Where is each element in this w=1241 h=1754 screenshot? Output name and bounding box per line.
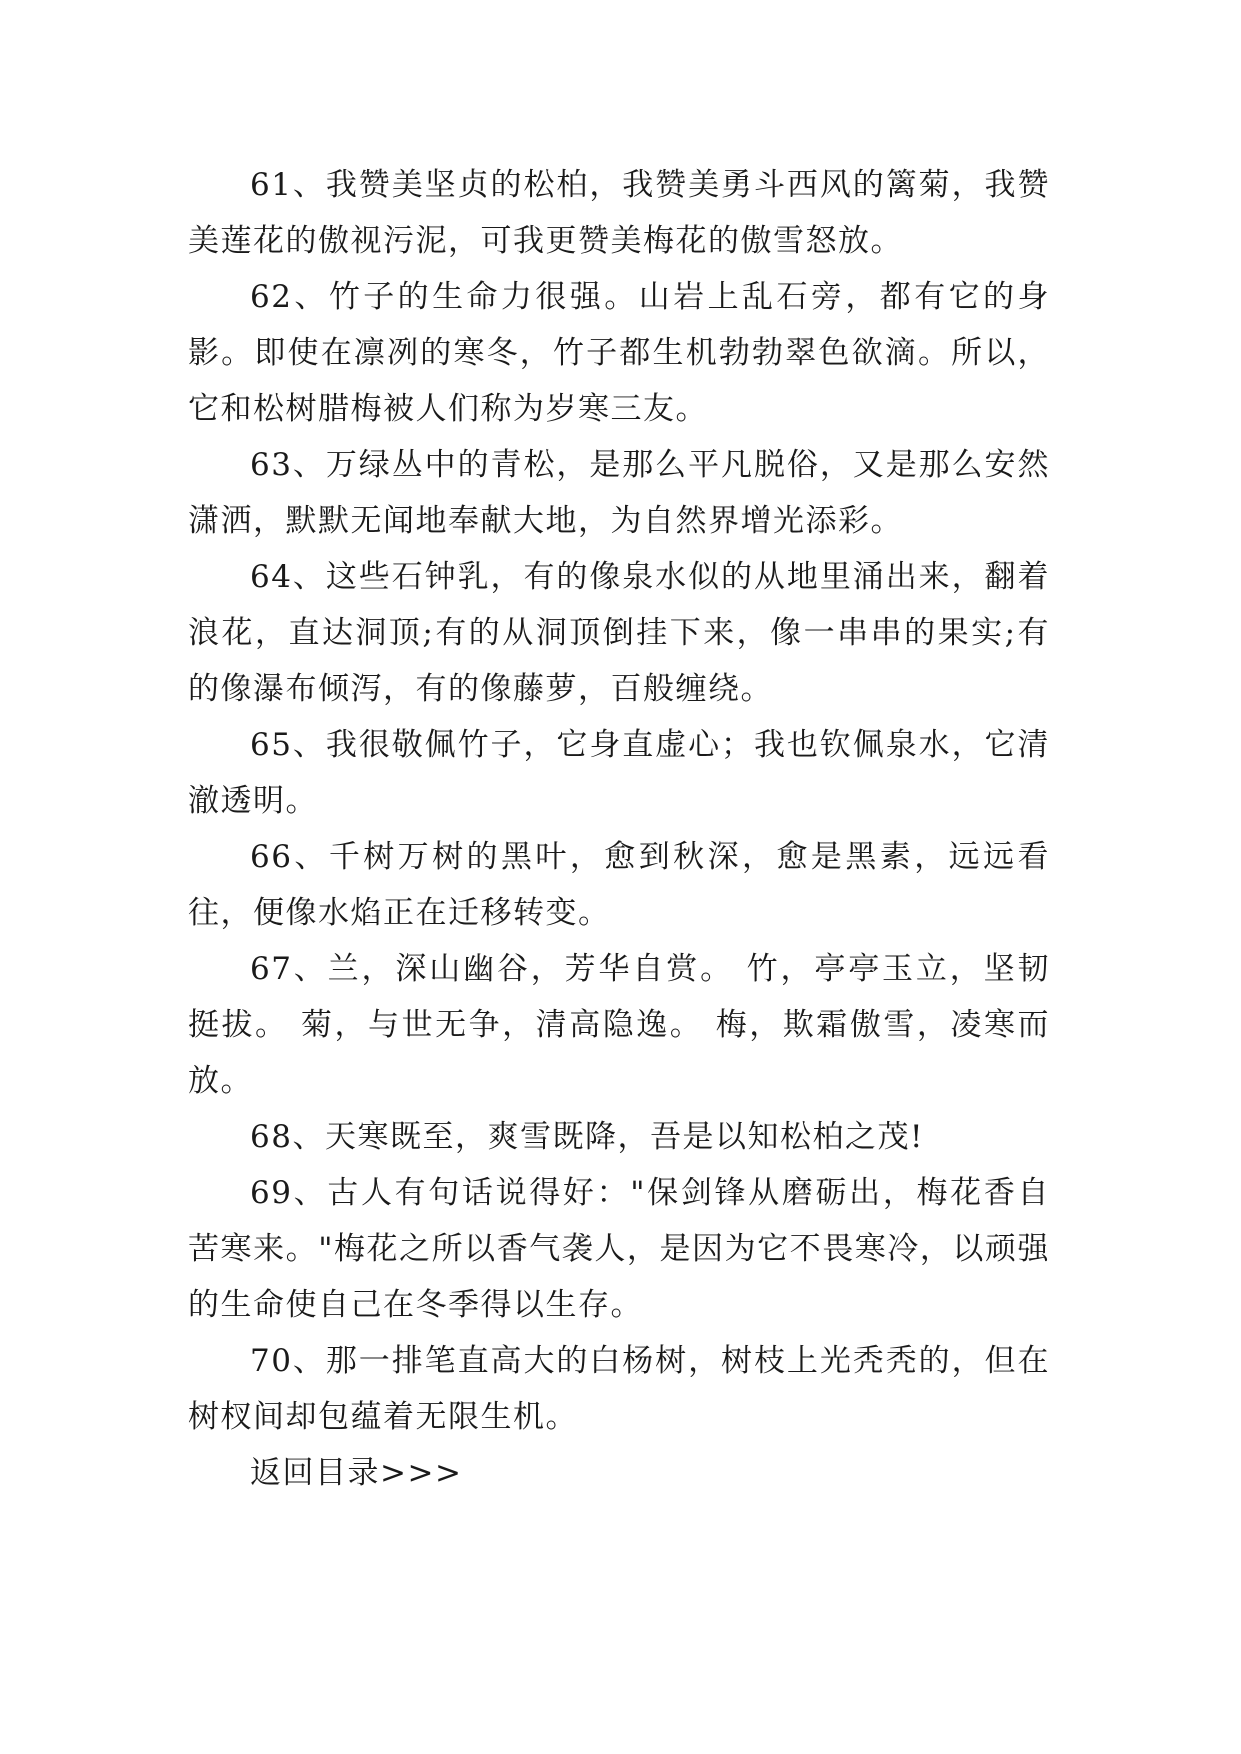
paragraph-64: 64、这些石钟乳，有的像泉水似的从地里涌出来，翻着浪花，直达洞顶;有的从洞顶倒挂下来，像一串串的果实;有的像瀑布倾泻，有的像藤萝，百般缠绕。 bbox=[188, 559, 1050, 707]
paragraph-62: 62、竹子的生命力很强。山岩上乱石旁，都有它的身影。即使在凛冽的寒冬，竹子都生机勃勃翠色欲滴。所以，它和松树腊梅被人们称为岁寒三友。 bbox=[188, 279, 1050, 427]
paragraph-65: 65、我很敬佩竹子，它身直虚心；我也钦佩泉水，它清澈透明。 bbox=[188, 727, 1050, 819]
paragraph-70: 70、那一排笔直高大的白杨树，树枝上光秃秃的，但在树杈间却包蕴着无限生机。 bbox=[188, 1343, 1050, 1435]
back-to-contents-link[interactable]: 返回目录>>> bbox=[250, 1455, 463, 1491]
paragraph-66: 66、千树万树的黑叶，愈到秋深，愈是黑素，远远看往，便像水焰正在迁移转变。 bbox=[188, 839, 1050, 931]
paragraph-69: 69、古人有句话说得好："保剑锋从磨砺出，梅花香自苦寒来。"梅花之所以香气袭人，是因为它不畏寒冷，以顽强的生命使自己在冬季得以生存。 bbox=[188, 1175, 1050, 1323]
document-body bbox=[188, 157, 1050, 1501]
paragraph-68: 68、天寒既至，爽雪既降，吾是以知松柏之茂! bbox=[250, 1119, 924, 1155]
paragraph-67: 67、兰，深山幽谷，芳华自赏。 竹，亭亭玉立，坚韧挺拔。 菊，与世无争，清高隐逸。 梅，欺霜傲雪，凌寒而放。 bbox=[188, 951, 1050, 1099]
paragraph-61: 61、我赞美坚贞的松柏，我赞美勇斗西风的篱菊，我赞美莲花的傲视污泥，可我更赞美梅花的傲雪怒放。 bbox=[188, 167, 1050, 259]
paragraph-63: 63、万绿丛中的青松，是那么平凡脱俗，又是那么安然潇洒，默默无闻地奉献大地，为自然界增光添彩。 bbox=[188, 447, 1050, 539]
